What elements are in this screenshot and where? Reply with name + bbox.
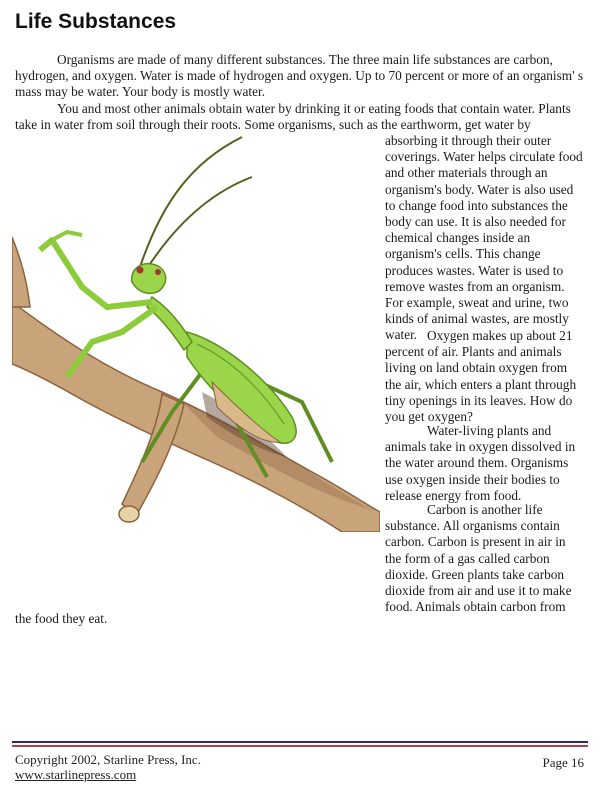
paragraph-water-living: Water-living plants and animals take in oxygen dissolved in the water around them. Organisms use oxygen inside their bodies to release energy from food.: [385, 423, 576, 503]
paragraph-water-start: You and most other animals obtain water by drinking it or eating foods that contain water. Plants take in water from soil through their roots. Some organisms, such as the earthworm, get water by: [15, 101, 571, 133]
paragraph-intro: Organisms are made of many different substances. The three main life substances are carbon, hydrogen, and oxygen. Water is made of hydrogen and oxygen. Up to 70 percent or more of an organism' s mass may be water. Your body is mostly water.: [15, 52, 584, 100]
praying-mantis-illustration: [12, 132, 380, 532]
footer-rule-top: [12, 741, 588, 743]
copyright-notice: Copyright 2002, Starline Press, Inc.: [15, 752, 201, 767]
page-title: Life Substances: [15, 10, 177, 33]
footer-rule-bottom: [12, 745, 588, 747]
page-number: Page 16: [542, 755, 584, 770]
paragraph-oxygen: Oxygen makes up about 21 percent of air. Plants and animals living on land obtain oxygen from the air, which enters a plant through tiny openings in its leaves. How do you get oxygen?: [385, 328, 577, 425]
paragraph-carbon: Carbon is another life substance. All organisms contain carbon. Carbon is present in air in the form of a gas called carbon dioxide. Green plants take carbon dioxide from air and use it to make food. Animals obtain carbon from: [385, 502, 572, 615]
branch-image: [12, 237, 380, 532]
website-link[interactable]: www.starlinepress.com: [15, 767, 137, 782]
paragraph-water-continued: absorbing it through their outer coverings. Water helps circulate food and other materials through an organism's body. Water is also used to change food into substances the body can use. It is also needed for chemical changes inside an organism's cells. This change produces wastes. Water is used to remove wastes from an organism. For example, sweat and urine, two kinds of animal wastes, are mostly water.: [385, 133, 583, 343]
paragraph-carbon-end: the food they eat.: [15, 611, 108, 626]
